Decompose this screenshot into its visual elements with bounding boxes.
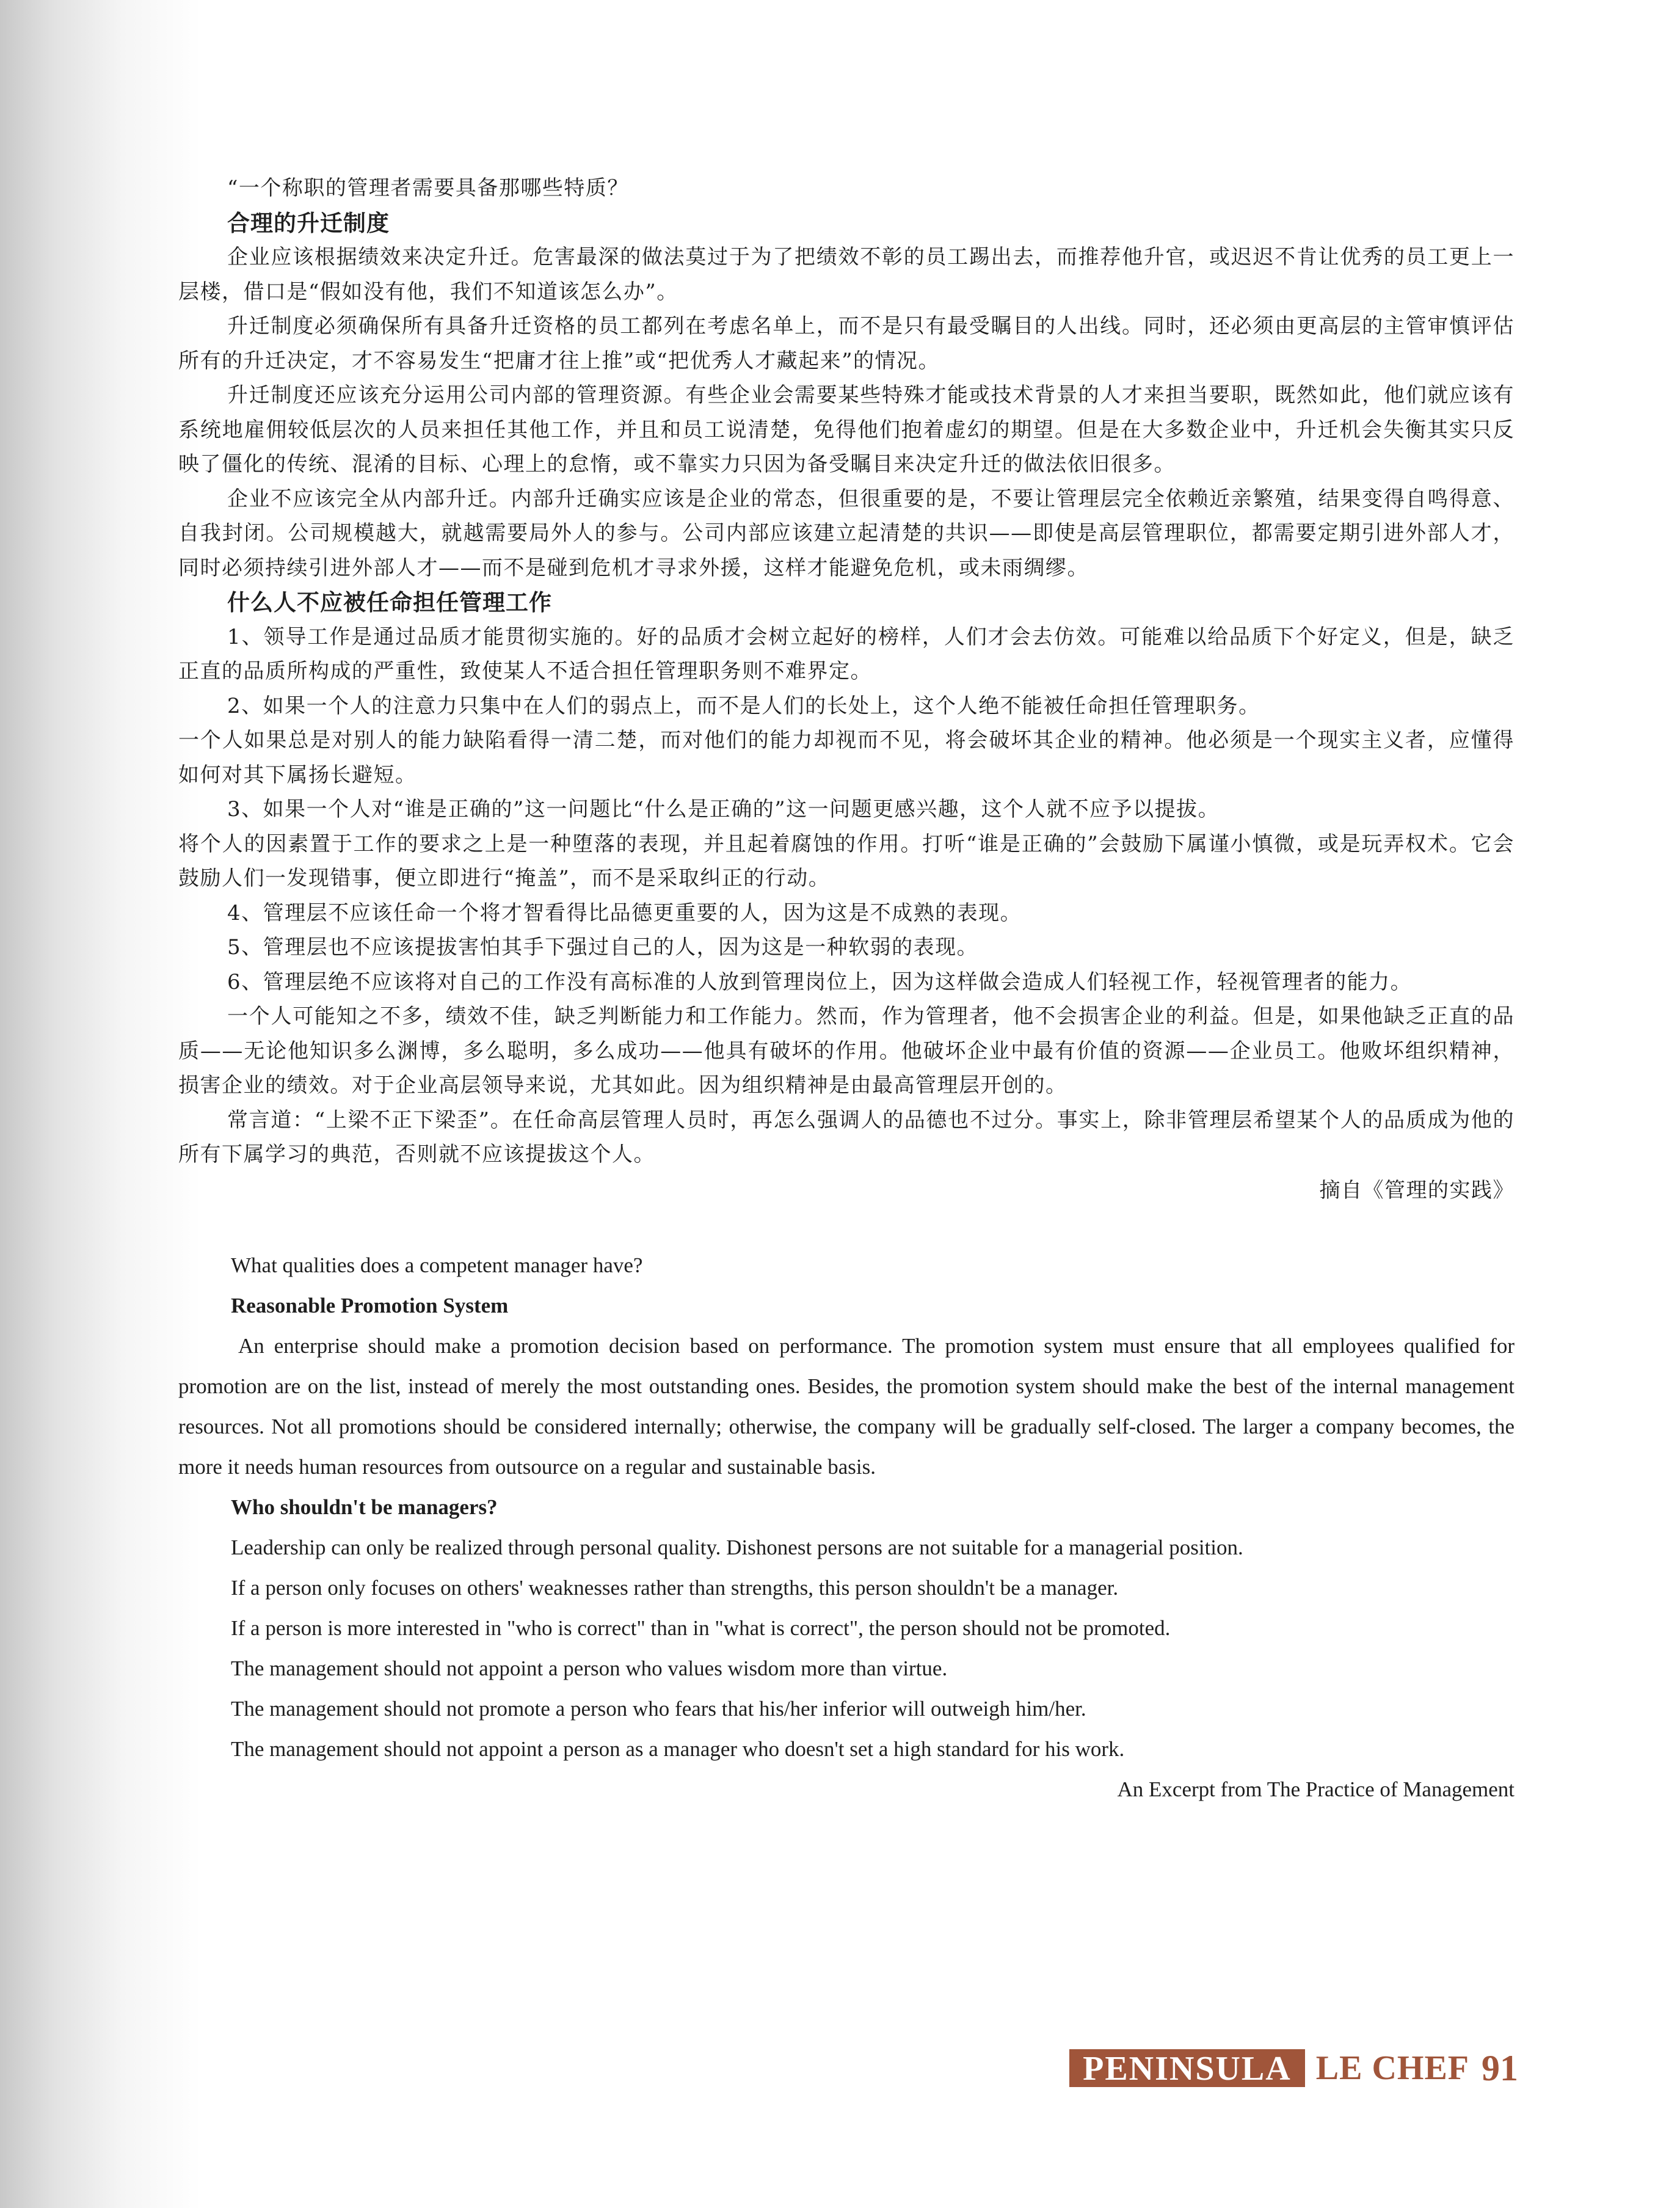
page-footer: [1069, 2049, 1518, 2087]
zh-list-item: 3、如果一个人对“谁是正确的”这一问题比“什么是正确的”这一问题更感兴趣，这个人就不应予以提拔。: [227, 797, 1220, 822]
en-section-heading-who-not-managers: Who shouldn't be managers?: [231, 1495, 498, 1519]
en-list-item: If a person only focuses on others' weaknesses rather than strengths, this person shouldn't be a manager.: [231, 1576, 1119, 1600]
zh-list-item: 2、如果一个人的注意力只集中在人们的弱点上，而不是人们的长处上，这个人绝不能被任命担任管理职务。: [227, 693, 1260, 718]
zh-paragraph: 企业应该根据绩效来决定升迁。危害最深的做法莫过于为了把绩效不彰的员工踢出去，而推荐他升官，或迟迟不肯让优秀的员工更上一层楼，借口是“假如没有他，我们不知道该怎么办”。: [178, 245, 1515, 304]
en-source-citation: An Excerpt from The Practice of Management: [1117, 1777, 1515, 1801]
article-content: [178, 171, 1515, 1810]
zh-list-item: 1、领导工作是通过品质才能贯彻实施的。好的品质才会树立起好的榜样，人们才会去仿效。可能难以给品质下个好定义，但是，缺乏正直的品质所构成的严重性，致使某人不适合担任管理职务则不难界定。: [178, 624, 1515, 683]
en-question: What qualities does a competent manager have?: [231, 1253, 643, 1277]
magazine-subtitle: LE CHEF: [1315, 2049, 1469, 2087]
en-list-item: If a person is more interested in "who is correct" than in "what is correct", the person should not be promoted.: [231, 1616, 1171, 1640]
zh-list-item: 6、管理层绝不应该将对自己的工作没有高标准的人放到管理岗位上，因为这样做会造成人们轻视工作，轻视管理者的能力。: [227, 969, 1413, 994]
zh-source-citation: 摘自《管理的实践》: [1319, 1178, 1515, 1203]
en-list-item: Leadership can only be realized through personal quality. Dishonest persons are not suitable for a managerial position.: [231, 1536, 1243, 1559]
en-section-heading-promotion: Reasonable Promotion System: [231, 1294, 509, 1317]
magazine-brand: PENINSULA: [1069, 2049, 1305, 2087]
zh-paragraph: 升迁制度必须确保所有具备升迁资格的员工都列在考虑名单上，而不是只有最受瞩目的人出线。同时，还必须由更高层的主管审慎评估所有的升迁决定，才不容易发生“把庸才往上推”或“把优秀人才藏起来”的情况。: [178, 314, 1515, 373]
chinese-article: [178, 171, 1515, 1208]
zh-question: “一个称职的管理者需要具备那哪些特质？: [227, 176, 629, 200]
zh-list-item: 4、管理层不应该任命一个将才智看得比品德更重要的人，因为这是不成熟的表现。: [227, 900, 1022, 925]
zh-paragraph: 一个人可能知之不多，绩效不佳，缺乏判断能力和工作能力。然而，作为管理者，他不会损害企业的利益。但是，如果他缺乏正直的品质——无论他知识多么渊博，多么聪明，多么成功——他具有破坏的作用。他破坏企业中最有价值的资源——企业员工。他败坏组织精神，损害企业的绩效。对于企业高层领导来说，尤其如此。因为组织精神是由最高管理层开创的。: [178, 1004, 1515, 1098]
english-article: [178, 1245, 1515, 1810]
page-number: 91: [1482, 2048, 1518, 2088]
en-list-item: The management should not appoint a person as a manager who doesn't set a high standard for his work.: [231, 1737, 1125, 1761]
zh-section-heading-who-not-managers: 什么人不应被任命担任管理工作: [227, 589, 552, 616]
en-paragraph: An enterprise should make a promotion decision based on performance. The promotion system must ensure that all employees qualified for promotion are on the list, instead of merely the most outstanding ones. Besides, the promotion system should make the best of the internal management resources. Not all promotions should be considered internally; otherwise, the company will be gradually self-closed. The larger a company becomes, the more it needs human resources from outsource on a regular and sustainable basis.: [178, 1334, 1515, 1479]
zh-list-item: 5、管理层也不应该提拔害怕其手下强过自己的人，因为这是一种软弱的表现。: [227, 935, 979, 960]
zh-paragraph: 常言道：“上梁不正下梁歪”。在任命高层管理人员时，再怎么强调人的品德也不过分。事实上，除非管理层希望某个人的品质成为他的所有下属学习的典范，否则就不应该提拔这个人。: [178, 1107, 1515, 1167]
en-list-item: The management should not promote a person who fears that his/her inferior will outweigh him/her.: [231, 1697, 1086, 1721]
zh-list-item-continuation: 将个人的因素置于工作的要求之上是一种堕落的表现，并且起着腐蚀的作用。打听“谁是正确的”会鼓励下属谨小慎微，或是玩弄权术。它会鼓励人们一发现错事，便立即进行“掩盖”，而不是采取纠正的行动。: [178, 831, 1515, 891]
en-list-item: The management should not appoint a person who values wisdom more than virtue.: [231, 1656, 948, 1680]
zh-list-item-continuation: 一个人如果总是对别人的能力缺陷看得一清二楚，而对他们的能力却视而不见，将会破坏其企业的精神。他必须是一个现实主义者，应懂得如何对其下属扬长避短。: [178, 728, 1515, 787]
zh-paragraph: 企业不应该完全从内部升迁。内部升迁确实应该是企业的常态，但很重要的是，不要让管理层完全依赖近亲繁殖，结果变得自鸣得意、自我封闭。公司规模越大，就越需要局外人的参与。公司内部应该建立起清楚的共识——即使是高层管理职位，都需要定期引进外部人才，同时必须持续引进外部人才——而不是碰到危机才寻求外援，这样才能避免危机，或未雨绸缪。: [178, 486, 1515, 580]
zh-section-heading-promotion: 合理的升迁制度: [227, 209, 390, 236]
zh-paragraph: 升迁制度还应该充分运用公司内部的管理资源。有些企业会需要某些特殊才能或技术背景的人才来担当要职，既然如此，他们就应该有系统地雇佣较低层次的人员来担任其他工作，并且和员工说清楚，免得他们抱着虚幻的期望。但是在大多数企业中，升迁机会失衡其实只反映了僵化的传统、混淆的目标、心理上的怠惰，或不靠实力只因为备受瞩目来决定升迁的做法依旧很多。: [178, 383, 1515, 476]
en-list: [178, 1528, 1515, 1769]
